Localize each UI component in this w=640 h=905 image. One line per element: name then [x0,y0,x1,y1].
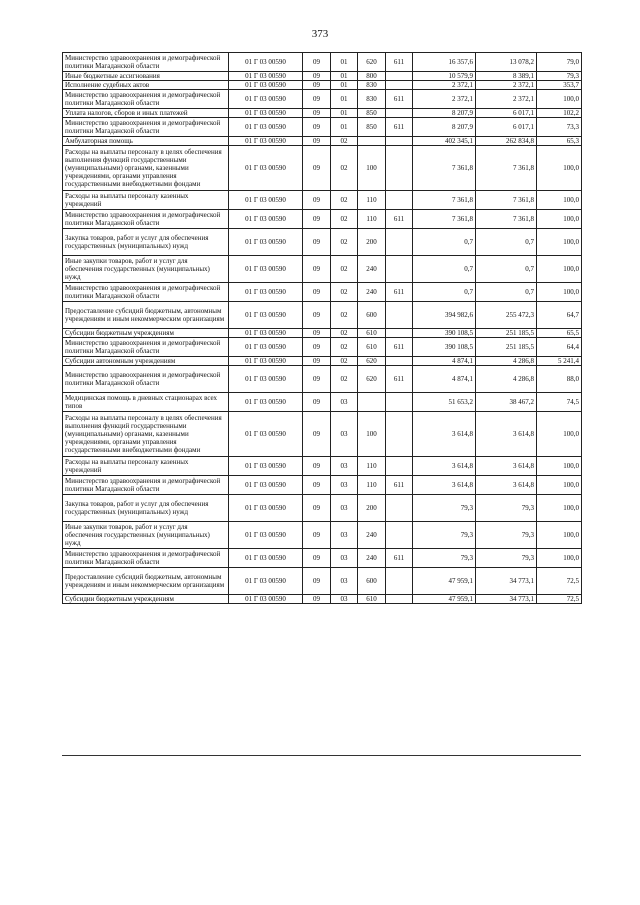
row-actual-cell: 0,7 [476,283,537,302]
table-row [63,549,582,568]
row-code-cell: 01 Г 03 00590 [229,476,303,495]
table-row [63,357,582,366]
row-actual-cell: 255 472,3 [476,302,537,329]
row-plan-cell: 2 372,1 [413,90,476,109]
row-admin-code-cell: 611 [386,549,413,568]
row-section-cell: 09 [303,338,331,357]
row-section-cell: 09 [303,72,331,81]
row-plan-cell: 8 207,9 [413,109,476,118]
row-expense-type-cell: 240 [358,522,386,549]
row-name-cell: Министерство здравоохранения и демографической политики Магаданской области [63,366,229,393]
row-code-cell: 01 Г 03 00590 [229,302,303,329]
row-code-cell: 01 Г 03 00590 [229,53,303,72]
row-plan-cell: 2 372,1 [413,81,476,90]
row-admin-code-cell: 611 [386,476,413,495]
row-subsection-cell: 02 [331,302,358,329]
row-percent-cell: 100,0 [537,210,582,229]
row-expense-type-cell: 100 [358,412,386,457]
row-plan-cell: 0,7 [413,229,476,256]
row-section-cell: 09 [303,283,331,302]
row-actual-cell: 7 361,8 [476,210,537,229]
row-expense-type-cell: 200 [358,229,386,256]
row-plan-cell: 10 579,9 [413,72,476,81]
row-name-cell: Амбулаторная помощь [63,137,229,146]
row-actual-cell: 0,7 [476,256,537,283]
row-section-cell: 09 [303,146,331,191]
row-actual-cell: 6 017,1 [476,118,537,137]
page-number: 373 [311,28,329,40]
row-plan-cell: 390 108,5 [413,329,476,338]
row-code-cell: 01 Г 03 00590 [229,457,303,476]
row-name-cell: Исполнение судебных актов [63,81,229,90]
row-actual-cell: 34 773,1 [476,568,537,595]
row-admin-code-cell [386,229,413,256]
table-row [63,302,582,329]
row-admin-code-cell [386,357,413,366]
row-actual-cell: 13 078,2 [476,53,537,72]
row-admin-code-cell: 611 [386,283,413,302]
row-subsection-cell: 03 [331,495,358,522]
row-actual-cell: 34 773,1 [476,595,537,604]
row-code-cell: 01 Г 03 00590 [229,72,303,81]
row-section-cell: 09 [303,412,331,457]
row-code-cell: 01 Г 03 00590 [229,357,303,366]
row-name-cell: Иные бюджетные ассигнования [63,72,229,81]
row-admin-code-cell [386,81,413,90]
table-row [63,81,582,90]
row-code-cell: 01 Г 03 00590 [229,191,303,210]
row-subsection-cell: 01 [331,118,358,137]
table-row [63,191,582,210]
row-percent-cell: 5 241,4 [537,357,582,366]
row-admin-code-cell [386,109,413,118]
row-section-cell: 09 [303,522,331,549]
row-code-cell: 01 Г 03 00590 [229,329,303,338]
row-code-cell: 01 Г 03 00590 [229,393,303,412]
row-plan-cell: 4 874,1 [413,357,476,366]
row-section-cell: 09 [303,495,331,522]
row-percent-cell: 100,0 [537,90,582,109]
row-section-cell: 09 [303,90,331,109]
row-code-cell: 01 Г 03 00590 [229,109,303,118]
row-actual-cell: 2 372,1 [476,81,537,90]
row-plan-cell: 7 361,8 [413,191,476,210]
row-actual-cell: 8 389,1 [476,72,537,81]
row-percent-cell: 100,0 [537,256,582,283]
row-actual-cell: 0,7 [476,229,537,256]
budget-table [62,52,582,604]
row-name-cell: Министерство здравоохранения и демографической политики Магаданской области [63,476,229,495]
table-row [63,256,582,283]
row-section-cell: 09 [303,457,331,476]
row-admin-code-cell: 611 [386,90,413,109]
footer-divider [62,755,581,756]
row-code-cell: 01 Г 03 00590 [229,146,303,191]
row-expense-type-cell: 240 [358,549,386,568]
row-name-cell: Субсидии бюджетным учреждениям [63,329,229,338]
row-plan-cell: 0,7 [413,283,476,302]
row-expense-type-cell: 600 [358,568,386,595]
row-subsection-cell: 02 [331,191,358,210]
row-percent-cell: 100,0 [537,412,582,457]
row-subsection-cell: 01 [331,53,358,72]
row-name-cell: Министерство здравоохранения и демографической политики Магаданской области [63,338,229,357]
row-actual-cell: 6 017,1 [476,109,537,118]
row-plan-cell: 7 361,8 [413,210,476,229]
row-name-cell: Министерство здравоохранения и демографической политики Магаданской области [63,549,229,568]
row-code-cell: 01 Г 03 00590 [229,81,303,90]
row-subsection-cell: 03 [331,476,358,495]
row-expense-type-cell: 240 [358,283,386,302]
row-actual-cell: 3 614,8 [476,457,537,476]
row-percent-cell: 353,7 [537,81,582,90]
row-expense-type-cell: 620 [358,53,386,72]
table-row [63,329,582,338]
row-subsection-cell: 03 [331,595,358,604]
row-subsection-cell: 02 [331,283,358,302]
row-section-cell: 09 [303,53,331,72]
row-plan-cell: 3 614,8 [413,476,476,495]
row-subsection-cell: 03 [331,522,358,549]
row-code-cell: 01 Г 03 00590 [229,522,303,549]
row-admin-code-cell [386,522,413,549]
row-plan-cell: 3 614,8 [413,457,476,476]
row-name-cell: Медицинская помощь в дневных стационарах всех типов [63,393,229,412]
row-actual-cell: 3 614,8 [476,412,537,457]
row-section-cell: 09 [303,137,331,146]
row-percent-cell: 72,5 [537,595,582,604]
row-expense-type-cell: 610 [358,595,386,604]
table-row [63,522,582,549]
row-expense-type-cell: 620 [358,366,386,393]
row-name-cell: Министерство здравоохранения и демографической политики Магаданской области [63,53,229,72]
row-name-cell: Министерство здравоохранения и демографической политики Магаданской области [63,118,229,137]
row-admin-code-cell: 611 [386,118,413,137]
row-subsection-cell: 03 [331,549,358,568]
row-code-cell: 01 Г 03 00590 [229,338,303,357]
row-name-cell: Субсидии бюджетным учреждениям [63,595,229,604]
table-row [63,90,582,109]
row-section-cell: 09 [303,118,331,137]
row-percent-cell: 79,0 [537,53,582,72]
row-subsection-cell: 01 [331,109,358,118]
row-expense-type-cell: 110 [358,457,386,476]
row-percent-cell: 100,0 [537,495,582,522]
row-percent-cell: 64,7 [537,302,582,329]
row-name-cell: Уплата налогов, сборов и иных платежей [63,109,229,118]
row-section-cell: 09 [303,393,331,412]
row-name-cell: Расходы на выплаты персоналу казенных учреждений [63,191,229,210]
row-plan-cell: 47 959,1 [413,568,476,595]
row-code-cell: 01 Г 03 00590 [229,595,303,604]
row-code-cell: 01 Г 03 00590 [229,256,303,283]
table-row [63,393,582,412]
row-section-cell: 09 [303,81,331,90]
row-section-cell: 09 [303,595,331,604]
row-percent-cell: 100,0 [537,457,582,476]
row-plan-cell: 16 357,6 [413,53,476,72]
table-row [63,595,582,604]
row-subsection-cell: 02 [331,329,358,338]
row-code-cell: 01 Г 03 00590 [229,366,303,393]
row-actual-cell: 2 372,1 [476,90,537,109]
row-actual-cell: 7 361,8 [476,146,537,191]
row-admin-code-cell [386,191,413,210]
row-expense-type-cell: 600 [358,302,386,329]
row-percent-cell: 64,4 [537,338,582,357]
table-row [63,72,582,81]
row-actual-cell: 4 286,8 [476,357,537,366]
row-name-cell: Предоставление субсидий бюджетным, автономным учреждениям и иным некоммерческим организациям [63,302,229,329]
row-percent-cell: 72,5 [537,568,582,595]
row-section-cell: 09 [303,191,331,210]
row-code-cell: 01 Г 03 00590 [229,137,303,146]
row-plan-cell: 402 345,1 [413,137,476,146]
row-admin-code-cell [386,412,413,457]
row-plan-cell: 394 982,6 [413,302,476,329]
row-admin-code-cell [386,595,413,604]
row-section-cell: 09 [303,329,331,338]
row-admin-code-cell [386,146,413,191]
row-code-cell: 01 Г 03 00590 [229,495,303,522]
row-admin-code-cell: 611 [386,366,413,393]
row-expense-type-cell: 830 [358,90,386,109]
row-section-cell: 09 [303,366,331,393]
row-subsection-cell: 03 [331,457,358,476]
row-name-cell: Иные закупки товаров, работ и услуг для обеспечения государственных (муниципальных) нужд [63,256,229,283]
row-expense-type-cell: 850 [358,118,386,137]
table-row [63,366,582,393]
row-admin-code-cell: 611 [386,53,413,72]
row-plan-cell: 51 653,2 [413,393,476,412]
row-actual-cell: 262 834,8 [476,137,537,146]
row-expense-type-cell: 800 [358,72,386,81]
row-expense-type-cell: 610 [358,338,386,357]
table-row [63,412,582,457]
row-actual-cell: 79,3 [476,495,537,522]
row-subsection-cell: 02 [331,366,358,393]
row-subsection-cell: 02 [331,229,358,256]
row-subsection-cell: 03 [331,393,358,412]
table-row [63,137,582,146]
row-plan-cell: 79,3 [413,549,476,568]
table-row [63,283,582,302]
row-subsection-cell: 01 [331,81,358,90]
row-expense-type-cell [358,393,386,412]
row-actual-cell: 79,3 [476,522,537,549]
row-plan-cell: 390 108,5 [413,338,476,357]
row-code-cell: 01 Г 03 00590 [229,90,303,109]
row-section-cell: 09 [303,476,331,495]
row-percent-cell: 65,3 [537,137,582,146]
row-actual-cell: 251 185,5 [476,329,537,338]
row-admin-code-cell [386,495,413,522]
row-expense-type-cell: 830 [358,81,386,90]
row-actual-cell: 251 185,5 [476,338,537,357]
row-expense-type-cell: 200 [358,495,386,522]
row-percent-cell: 100,0 [537,191,582,210]
row-section-cell: 09 [303,256,331,283]
row-admin-code-cell [386,568,413,595]
row-plan-cell: 8 207,9 [413,118,476,137]
row-admin-code-cell: 611 [386,338,413,357]
row-subsection-cell: 03 [331,412,358,457]
row-code-cell: 01 Г 03 00590 [229,118,303,137]
row-section-cell: 09 [303,229,331,256]
table-row [63,109,582,118]
row-code-cell: 01 Г 03 00590 [229,283,303,302]
row-subsection-cell: 02 [331,137,358,146]
row-expense-type-cell [358,137,386,146]
row-expense-type-cell: 240 [358,256,386,283]
row-subsection-cell: 01 [331,72,358,81]
row-plan-cell: 47 959,1 [413,595,476,604]
row-expense-type-cell: 110 [358,476,386,495]
row-code-cell: 01 Г 03 00590 [229,568,303,595]
row-subsection-cell: 02 [331,146,358,191]
row-expense-type-cell: 100 [358,146,386,191]
row-plan-cell: 79,3 [413,495,476,522]
row-section-cell: 09 [303,210,331,229]
row-admin-code-cell [386,72,413,81]
row-admin-code-cell [386,329,413,338]
row-name-cell: Расходы на выплаты персоналу в целях обеспечения выполнения функций государственными (муниципальными) органами, казенными учреждениями, органами управления государственными внебюджетными фондами [63,412,229,457]
row-name-cell: Расходы на выплаты персоналу в целях обеспечения выполнения функций государственными (муниципальными) органами, казенными учреждениями, органами управления государственными внебюджетными фондами [63,146,229,191]
table-row [63,53,582,72]
table-row [63,118,582,137]
row-expense-type-cell: 110 [358,210,386,229]
table-row [63,495,582,522]
row-actual-cell: 3 614,8 [476,476,537,495]
table-row [63,146,582,191]
row-name-cell: Министерство здравоохранения и демографической политики Магаданской области [63,210,229,229]
row-percent-cell: 100,0 [537,549,582,568]
table-row [63,476,582,495]
row-percent-cell: 100,0 [537,146,582,191]
row-plan-cell: 0,7 [413,256,476,283]
row-section-cell: 09 [303,109,331,118]
row-percent-cell: 88,0 [537,366,582,393]
row-subsection-cell: 01 [331,90,358,109]
row-percent-cell: 100,0 [537,476,582,495]
table-row [63,210,582,229]
row-admin-code-cell: 611 [386,210,413,229]
table-row [63,457,582,476]
row-name-cell: Предоставление субсидий бюджетным, автономным учреждениям и иным некоммерческим организациям [63,568,229,595]
row-plan-cell: 4 874,1 [413,366,476,393]
table-row [63,568,582,595]
row-section-cell: 09 [303,357,331,366]
row-subsection-cell: 02 [331,338,358,357]
row-subsection-cell: 02 [331,256,358,283]
row-percent-cell: 102,2 [537,109,582,118]
row-code-cell: 01 Г 03 00590 [229,412,303,457]
row-expense-type-cell: 850 [358,109,386,118]
row-name-cell: Министерство здравоохранения и демографической политики Магаданской области [63,283,229,302]
row-expense-type-cell: 610 [358,329,386,338]
row-percent-cell: 65,5 [537,329,582,338]
row-actual-cell: 79,3 [476,549,537,568]
row-percent-cell: 100,0 [537,229,582,256]
row-admin-code-cell [386,302,413,329]
row-name-cell: Закупка товаров, работ и услуг для обеспечения государственных (муниципальных) нужд [63,495,229,522]
row-code-cell: 01 Г 03 00590 [229,229,303,256]
row-actual-cell: 38 467,2 [476,393,537,412]
row-subsection-cell: 03 [331,568,358,595]
row-expense-type-cell: 620 [358,357,386,366]
row-section-cell: 09 [303,549,331,568]
table-row [63,229,582,256]
row-name-cell: Министерство здравоохранения и демографической политики Магаданской области [63,90,229,109]
row-code-cell: 01 Г 03 00590 [229,210,303,229]
row-percent-cell: 100,0 [537,283,582,302]
row-section-cell: 09 [303,302,331,329]
row-plan-cell: 3 614,8 [413,412,476,457]
row-section-cell: 09 [303,568,331,595]
row-name-cell: Иные закупки товаров, работ и услуг для обеспечения государственных (муниципальных) нужд [63,522,229,549]
row-name-cell: Расходы на выплаты персоналу казенных учреждений [63,457,229,476]
row-name-cell: Субсидии автономным учреждениям [63,357,229,366]
row-percent-cell: 73,3 [537,118,582,137]
row-plan-cell: 7 361,8 [413,146,476,191]
row-admin-code-cell [386,137,413,146]
row-percent-cell: 74,5 [537,393,582,412]
row-plan-cell: 79,3 [413,522,476,549]
row-percent-cell: 79,3 [537,72,582,81]
row-admin-code-cell [386,457,413,476]
row-actual-cell: 4 286,8 [476,366,537,393]
row-code-cell: 01 Г 03 00590 [229,549,303,568]
row-subsection-cell: 02 [331,357,358,366]
row-admin-code-cell [386,393,413,412]
row-percent-cell: 100,0 [537,522,582,549]
row-actual-cell: 7 361,8 [476,191,537,210]
row-subsection-cell: 02 [331,210,358,229]
row-expense-type-cell: 110 [358,191,386,210]
table-row [63,338,582,357]
row-name-cell: Закупка товаров, работ и услуг для обеспечения государственных (муниципальных) нужд [63,229,229,256]
row-admin-code-cell [386,256,413,283]
